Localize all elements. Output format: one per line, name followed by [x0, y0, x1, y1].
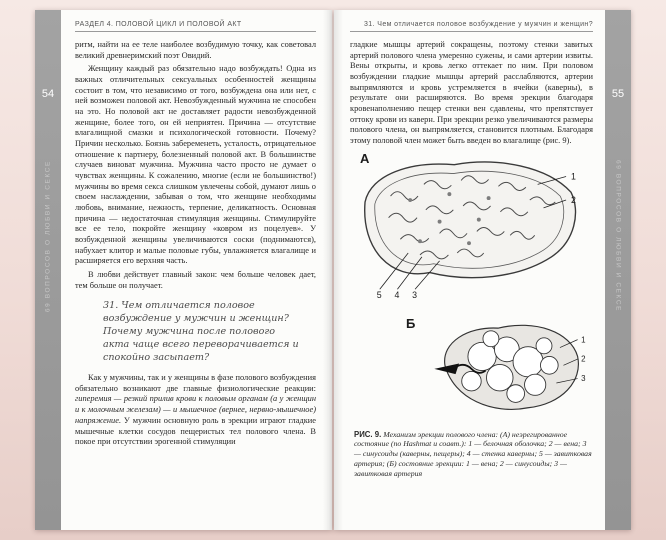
left-running-head: РАЗДЕЛ 4. ПОЛОВОЙ ЦИКЛ И ПОЛОВОЙ АКТ [75, 18, 316, 32]
left-page [35, 10, 332, 530]
paragraph: ритм, найти на ее теле наиболее возбудимую точку, как советовал великий древнеримский поэт Овидий. [75, 40, 316, 60]
callout-1: 1 [570, 171, 576, 182]
figure-caption-b: (Б) состояние эрекции: 1 — вена; 2 — синусоиды; 3 — завитковая артерия [354, 458, 567, 478]
left-edge-bar [35, 10, 61, 530]
figure-panel-b-label: Б [406, 315, 416, 331]
callout-b-2: 2 [581, 354, 586, 364]
callout-b-1: 1 [581, 335, 586, 345]
right-page-content [350, 18, 593, 522]
right-edge-book-title: 69 ВОПРОСОВ О ЛЮБВИ И СЕКСЕ [614, 160, 622, 313]
figure-9-caption [354, 430, 593, 479]
right-running-head: 31. Чем отличается половое возбуждение у мужчин и женщин? [350, 18, 593, 32]
paragraph: В любви действует главный закон: чем больше человек дает, тем больше он получает. [75, 270, 316, 290]
figure-number: РИС. 9. [354, 429, 382, 439]
callout-3: 3 [412, 289, 418, 300]
left-page-number: 54 [41, 88, 55, 100]
paragraph: Как у мужчины, так и у женщины в фазе полового возбуждения обязательно возникают две главные физиологические реакции: гиперемия — резкий прилив крови к половым органам (а у женщин и к молочным железам) — и мышечное (вернее, нервно-мышечное) напряжение. У мужчин основную роль в эрекции играют гладкие мышечные клетки сосудов пещеристых тел полового члена. В покое при отсутствии эрогенной стимуляции [75, 373, 316, 447]
right-page-number: 55 [611, 88, 625, 100]
paragraph: гладкие мышцы артерий сокращены, поэтому стенки завитых артерий полового члена умеренно сужены, и сами артерии извиты. Вены открыты, и кровь легко оттекает по ним. При половом возбуждении гладкие мышцы артерий расслабляются, артерии выпрямляются и кровь устремляется в ячейки (каверны), в результате они расширяются. Во время эрекции благодаря кровенаполнению пещер стенки вен сдавлены, что препятствует оттоку крови из каверн. При эрекции резко увеличиваются размеры полового члена, он выпрямляется, становится плотным. Благодаря этому половой член может быть введен во влагалище (рис. 9). [350, 40, 593, 146]
figure-caption-a: (А) неэрегированное состояние (по Hashmat и соавт.): 1 — белочная оболочка; 2 — вена; 3 — синусоиды (каверны, пещеры); 4 — стенка каверны; 5 — завитковая артерия; [354, 429, 592, 468]
right-page [334, 10, 631, 530]
paragraph: Женщину каждый раз обязательно надо возбуждать! Одна из важных отличительных сексуальных особенностей женщины состоит в том, что независимо от того, возбуждена она или нет, с ней возможен половой акт. Невозбужденный мужчина не способен на это. Но половой акт не доставляет радости невозбужденной женщине, более того, он ей неприятен. Причина — отсутствие влагалищной смазки и психологической готовности. Почему? Причин несколько. Боязнь забеременеть, усталость, отрицательное отношение к партнеру, болезненный половой акт. В большинстве случаев виноват мужчина. Мужчина часто просто не думает о чувствах женщины. К сожалению, многие (если не большинство!) мужчины во время секса слишком увлечены собой, думают лишь о своем наслаждении, забывая о том, что женщине необходимы любовь, внимание, нежность, терпение, деликатность. Основная причина — недостаточная стимуляция женщины. Стимулируйте все ее тело, покройте женщину «ковром из поцелуев». У возбужденной женщины увеличиваются соски (поднимаются), набухает клитор и малые половые губы, увлажняется влагалище и расширяется его верхняя часть. [75, 64, 316, 266]
diagram-erect-penis-crosssection [429, 310, 593, 425]
figure-9 [350, 151, 593, 425]
figure-9-panel-a [350, 151, 593, 308]
callout-b-3: 3 [581, 373, 586, 383]
figure-9-panel-b [350, 310, 593, 425]
diagram-nonerect-penis-crosssection [350, 151, 588, 303]
figure-caption-title: Механизм эрекции полового члена: [383, 429, 499, 439]
right-edge-bar [605, 10, 631, 530]
callout-4: 4 [394, 289, 400, 300]
figure-panel-a-label: А [360, 150, 370, 166]
left-page-content [75, 18, 316, 522]
callout-2: 2 [570, 194, 576, 205]
left-edge-book-title: 69 ВОПРОСОВ О ЛЮБВИ И СЕКСЕ [44, 160, 52, 313]
callout-5: 5 [376, 289, 382, 300]
question-31-heading: 31. Чем отличается половое возбуждение у мужчин и женщин? Почему мужчина после полового акта чаще всего переворачивается и спокойно засыпает? [103, 300, 299, 364]
